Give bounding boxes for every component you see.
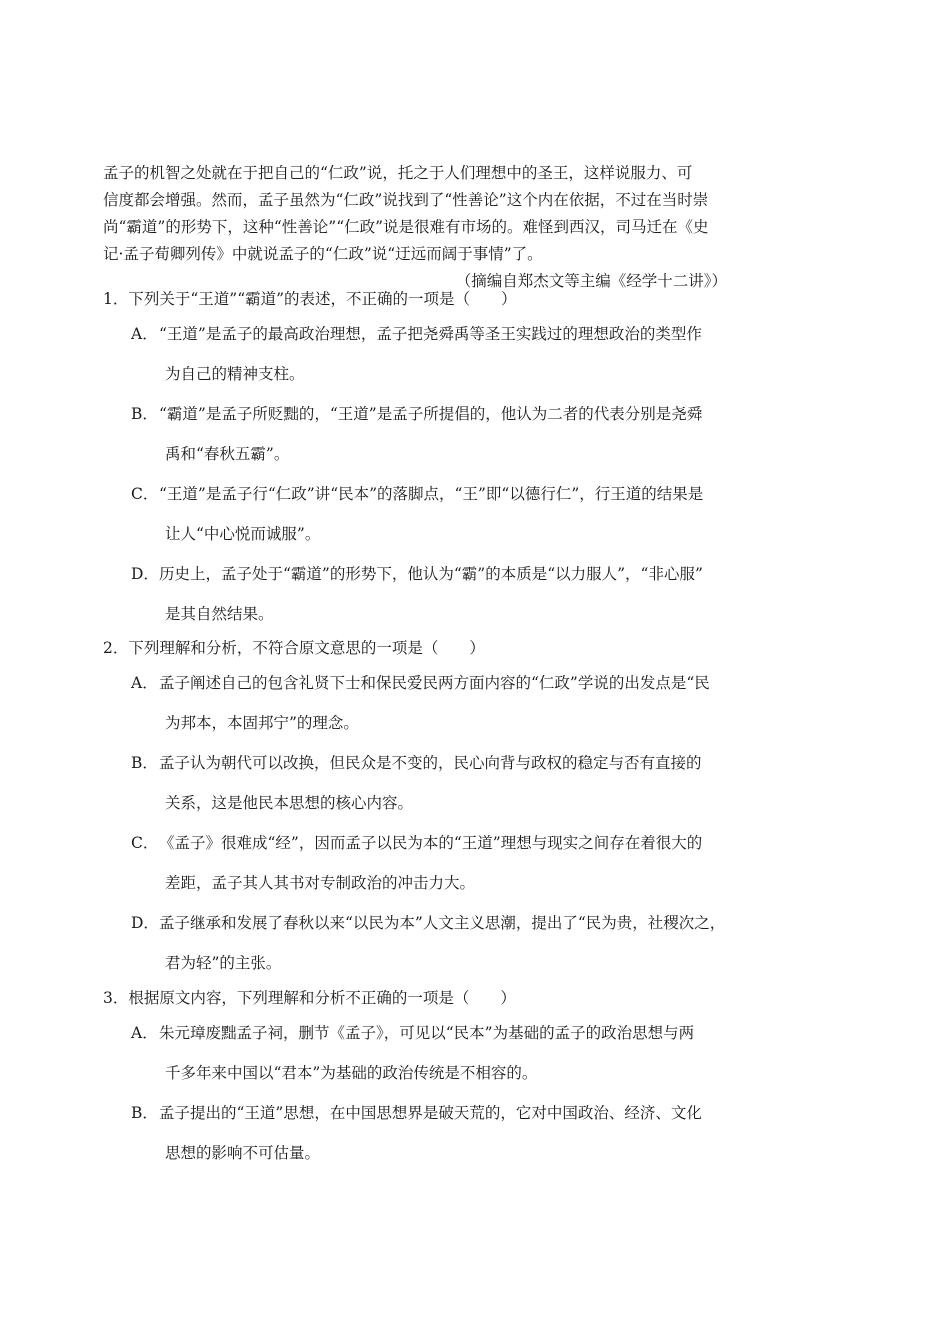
passage-line: 尚“霸道”的形势下，这种“性善论”“仁政”说是很难有市场的。难怪到西汉，司马迁在《史 — [103, 218, 709, 236]
option-letter: A． — [131, 325, 158, 343]
option-letter: A． — [131, 1024, 158, 1042]
option-a — [131, 663, 783, 743]
option-text: “王道”是孟子的最高政治理想，孟子把尧舜禹等圣王实践过的理想政治的类型作 — [159, 325, 702, 343]
option-text-cont: 差距，孟子其人其书对专制政治的冲击力大。 — [165, 874, 476, 892]
option-text: 历史上，孟子处于“霸道”的形势下，他认为“霸”的本质是“以力服人”，“非心服” — [159, 565, 703, 583]
passage-line: 信度都会增强。然而，孟子虽然为“仁政”说找到了“性善论”这个内在依据，不过在当时崇 — [103, 191, 709, 209]
option-text: 孟子认为朝代可以改换，但民众是不变的，民心向背与政权的稳定与否有直接的 — [159, 754, 702, 772]
option-c — [131, 474, 783, 554]
option-text-cont: 为自己的精神支柱。 — [165, 365, 305, 383]
option-text: 孟子阐述自己的包含礼贤下士和保民爱民两方面内容的“仁政”学说的出发点是“民 — [159, 674, 710, 692]
option-letter: B． — [131, 405, 158, 423]
option-a — [131, 314, 783, 394]
option-letter: B． — [131, 754, 158, 772]
option-text-cont: 关系，这是他民本思想的核心内容。 — [165, 794, 414, 812]
option-text-cont: 思想的影响不可估量。 — [165, 1144, 321, 1162]
option-b — [131, 743, 783, 823]
option-letter: D． — [131, 914, 159, 932]
passage — [103, 160, 763, 295]
option-c — [131, 823, 783, 903]
question-2 — [103, 633, 783, 983]
option-letter: C． — [131, 485, 159, 503]
question-stem: 3．根据原文内容，下列理解和分析不正确的一项是（ ） — [103, 989, 516, 1007]
option-letter: B． — [131, 1104, 158, 1122]
option-text: “王道”是孟子行“仁政”讲“民本”的落脚点，“王”即“以德行仁”，行王道的结果是 — [159, 485, 704, 503]
question-stem: 1．下列关于“王道”“霸道”的表述，不正确的一项是（ ） — [103, 290, 517, 308]
option-text: 孟子继承和发展了春秋以来“以民为本”人文主义思潮，提出了“民为贵，社稷次之， — [159, 914, 726, 932]
option-text-cont: 禹和“春秋五霸”。 — [165, 445, 290, 463]
option-letter: C． — [131, 834, 159, 852]
question-3 — [103, 983, 783, 1173]
option-text: “霸道”是孟子所贬黜的，“王道”是孟子所提倡的，他认为二者的代表分别是尧舜 — [159, 405, 703, 423]
option-text: 《孟子》很难成“经”，因而孟子以民为本的“王道”理想与现实之间存在着很大的 — [159, 834, 703, 852]
question-1 — [103, 284, 783, 634]
option-b — [131, 394, 783, 474]
option-text-cont: 让人“中心悦而诚服”。 — [165, 525, 321, 543]
option-text: 孟子提出的“王道”思想，在中国思想界是破天荒的，它对中国政治、经济、文化 — [159, 1104, 702, 1122]
passage-line: 孟子的机智之处就在于把自己的“仁政”说，托之于人们理想中的圣王，这样说服力、可 — [103, 164, 693, 182]
option-text-cont: 是其自然结果。 — [165, 605, 274, 623]
option-letter: D． — [131, 565, 159, 583]
option-letter: A． — [131, 674, 158, 692]
option-text-cont: 为邦本，本固邦宁”的理念。 — [165, 714, 359, 732]
passage-source: （摘编自郑杰文等主编《经学十二讲》） — [455, 272, 727, 290]
option-text-cont: 君为轻”的主张。 — [165, 954, 282, 972]
option-text: 朱元璋废黜孟子祠，删节《孟子》，可见以“民本”为基础的孟子的政治思想与两 — [159, 1024, 695, 1042]
option-text-cont: 千多年来中国以“君本”为基础的政治传统是不相容的。 — [165, 1064, 538, 1082]
passage-line: 记·孟子荀卿列传》中就说孟子的“仁政”说“迂远而阔于事情”了。 — [103, 245, 543, 263]
option-d — [131, 554, 783, 634]
option-b — [131, 1093, 783, 1173]
question-stem: 2．下列理解和分析，不符合原文意思的一项是（ ） — [103, 639, 485, 657]
option-d — [131, 903, 783, 983]
option-a — [131, 1013, 783, 1093]
